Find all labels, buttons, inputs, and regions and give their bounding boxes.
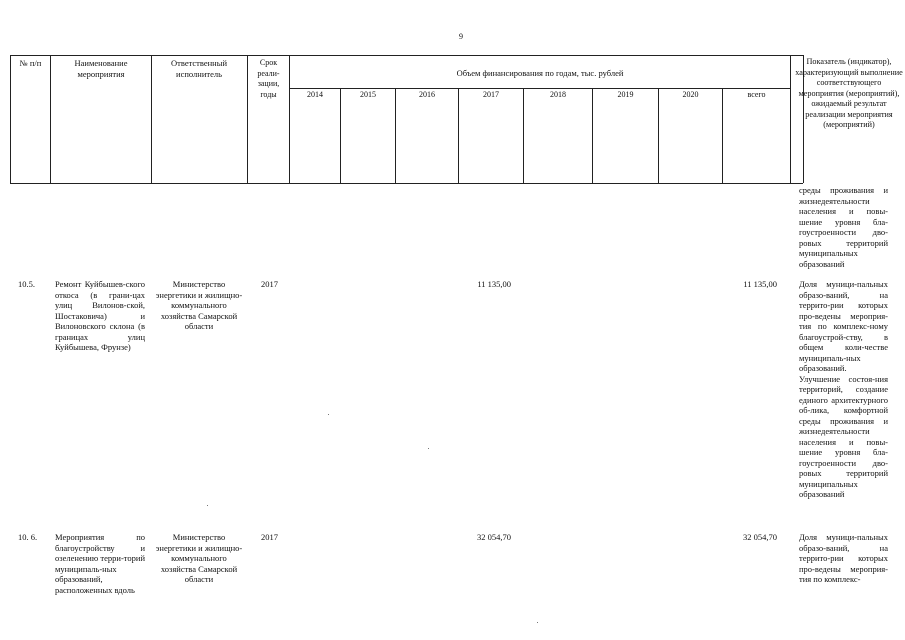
col-border [523, 88, 524, 183]
row-executor: Министерство энергетики и жилищно-коммунального хозяйства Самарской области [155, 532, 243, 584]
year-2017: 2017 [483, 90, 499, 99]
scan-speck [428, 448, 429, 449]
col-border [658, 88, 659, 183]
row-term: 2017 [261, 532, 278, 542]
row-num: 10. 6. [18, 532, 38, 542]
row-num: 10.5. [18, 279, 35, 289]
year-2020: 2020 [682, 90, 699, 99]
years-divider [289, 88, 790, 89]
header-top-border [10, 55, 803, 56]
row-indicator: Доля муници-пальных образо-ваний, на террито-рии которых про-ведены мероприя-тия по комплекс-ному благоустрой-ству, в общем коли-честве муниципаль-ных образований. Улучшение состоя-ния территорий, создание единого архитектурного об-лика, комфортной среды проживания и жизнедеятельности населения и повы-шение уровня бла-гоустроенности дво-ровых территорий муниципальных образований [799, 279, 888, 499]
col-border [247, 55, 248, 183]
scan-speck [328, 414, 329, 415]
scan-speck [537, 622, 538, 623]
page-number: 9 [459, 32, 463, 41]
col-border [151, 55, 152, 183]
year-2014: 2014 [307, 90, 323, 99]
header-indicator: Показатель (индикатор), характеризующий выполнение соответствующего мероприятия (мероприятий), ожидаемый результат реализации мероприятия (мероприятий) [795, 57, 903, 129]
row-executor: Министерство энергетики и жилищно-коммунального хозяйства Самарской области [155, 279, 243, 331]
col-border [10, 55, 11, 183]
col-border [790, 55, 791, 183]
col-border [592, 88, 593, 183]
col-border [340, 88, 341, 183]
row-name: Ремонт Куйбышев-ского откоса (в грани-цах улиц Вилонов-ской, Шостаковича) и Вилоновского склона (в границах улиц Куйбышева, Фрунзе) [55, 279, 145, 352]
row-total: 11 135,00 [743, 279, 777, 289]
header-term: Срок реали-зации, годы [257, 58, 280, 99]
header-name: Наименование мероприятия [74, 58, 128, 79]
year-2019: 2019 [617, 90, 634, 99]
row-name: Мероприятия по благоустройству и озеленению терри-торий муниципаль-ных образований, расположенных вдоль [55, 532, 145, 595]
row-indicator: Доля муници-пальных образо-ваний, на террито-рии которых про-ведены мероприя-тия по комплекс- [799, 532, 888, 584]
header-bottom-border [10, 183, 803, 184]
col-border [722, 88, 723, 183]
header-financing: Объем финансирования по годам, тыс. рублей [456, 68, 624, 78]
continuation-indicator: среды проживания и жизнедеятельности населения и повы-шение уровня бла-гоустроенности дво-ровых территорий муниципальных образований [799, 185, 888, 269]
col-border [395, 88, 396, 183]
row-term: 2017 [261, 279, 278, 289]
year-2018: 2018 [550, 90, 566, 99]
header-executor: Ответственный исполнитель [171, 58, 227, 79]
col-border [50, 55, 51, 183]
row-amount-2017: 11 135,00 [477, 279, 511, 289]
year-2016: 2016 [419, 90, 435, 99]
row-total: 32 054,70 [743, 532, 777, 542]
year-total: всего [747, 90, 766, 99]
row-amount-2017: 32 054,70 [477, 532, 511, 542]
header-num: № п/п [19, 58, 42, 68]
year-2015: 2015 [360, 90, 376, 99]
col-border [458, 88, 459, 183]
scan-speck [207, 505, 208, 506]
